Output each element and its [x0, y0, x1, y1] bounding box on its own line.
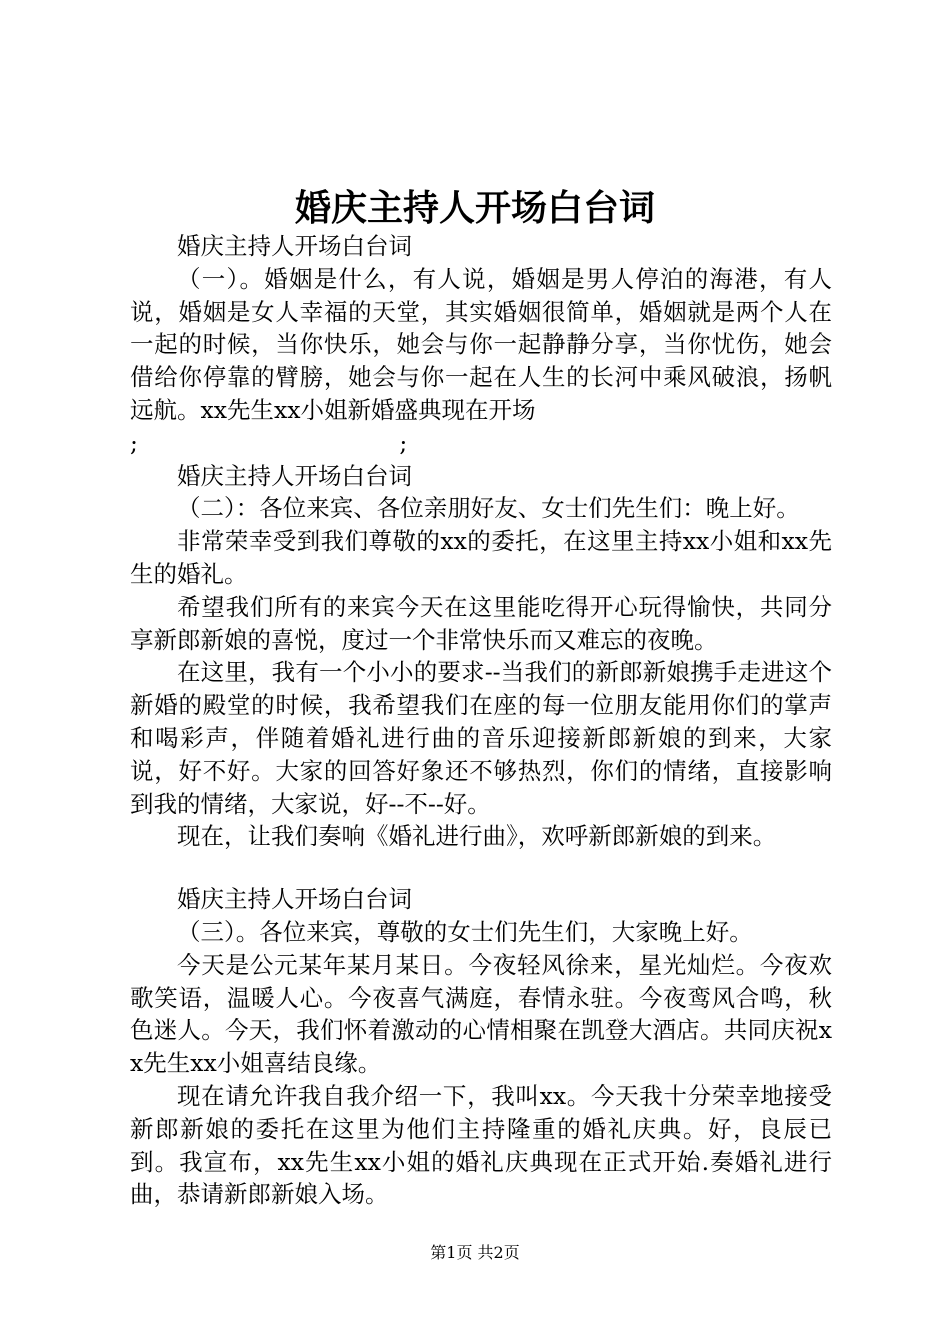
paragraph: 希望我们所有的来宾今天在这里能吃得开心玩得愉快，共同分享新郎新娘的喜悦，度过一个非常快乐而又难忘的夜晚。: [130, 592, 832, 654]
section-gap: [130, 853, 832, 883]
section-heading: 婚庆主持人开场白台词: [177, 461, 412, 490]
paragraph: （二）：各位来宾、各位亲朋好友、女士们先生们：晚上好。: [177, 494, 800, 523]
paragraph: 现在请允许我自我介绍一下，我叫xx。今天我十分荣幸地接受新郎新娘的委托在这里为他们主持隆重的婚礼庆典。好，良辰已到。我宣布，xx先生xx小姐的婚礼庆典现在正式开始.奏婚礼进行曲，恭请新郎新娘入场。: [130, 1081, 832, 1209]
document-body: [130, 230, 832, 1211]
paragraph: 在这里，我有一个小小的要求--当我们的新郎新娘携手走进这个新婚的殿堂的时候，我希望我们在座的每一位朋友能用你们的掌声和喝彩声，伴随着婚礼进行曲的音乐迎接新郎新娘的到来，大家说，好不好。大家的回答好象还不够热烈，你们的情绪，直接影响到我的情绪，大家说，好--不--好。: [130, 658, 832, 818]
paragraph: （一）。婚姻是什么，有人说，婚姻是男人停泊的海港，有人说，婚姻是女人幸福的天堂，其实婚姻很简单，婚姻就是两个人在一起的时候，当你快乐，她会与你一起静静分享，当你忧伤，她会借给你停靠的臂膀，她会与你一起在人生的长河中乘风破浪，扬帆远航。xx先生xx小姐新婚盛典现在开场: [130, 264, 832, 424]
page-footer: 第1页 共2页: [430, 1243, 520, 1262]
paragraph: 非常荣幸受到我们尊敬的xx的委托，在这里主持xx小姐和xx先生的婚礼。: [130, 527, 832, 588]
paragraph-separator: ; ;: [130, 428, 408, 457]
paragraph: 现在，让我们奏响《婚礼进行曲》，欢呼新郎新娘的到来。: [177, 822, 777, 851]
paragraph: 今天是公元某年某月某日。今夜轻风徐来，星光灿烂。今夜欢歌笑语，温暖人心。今夜喜气满庭，春情永驻。今夜鸾风合鸣，秋色迷人。今天，我们怀着激动的心情相聚在凯登大酒店。共同庆祝xx先生xx小姐喜结良缘。: [130, 950, 832, 1078]
paragraph: （三）。各位来宾，尊敬的女士们先生们，大家晚上好。: [177, 917, 753, 946]
page-title: 婚庆主持人开场白台词: [294, 187, 655, 229]
section-heading: 婚庆主持人开场白台词: [177, 885, 412, 914]
section-heading: 婚庆主持人开场白台词: [177, 232, 412, 260]
